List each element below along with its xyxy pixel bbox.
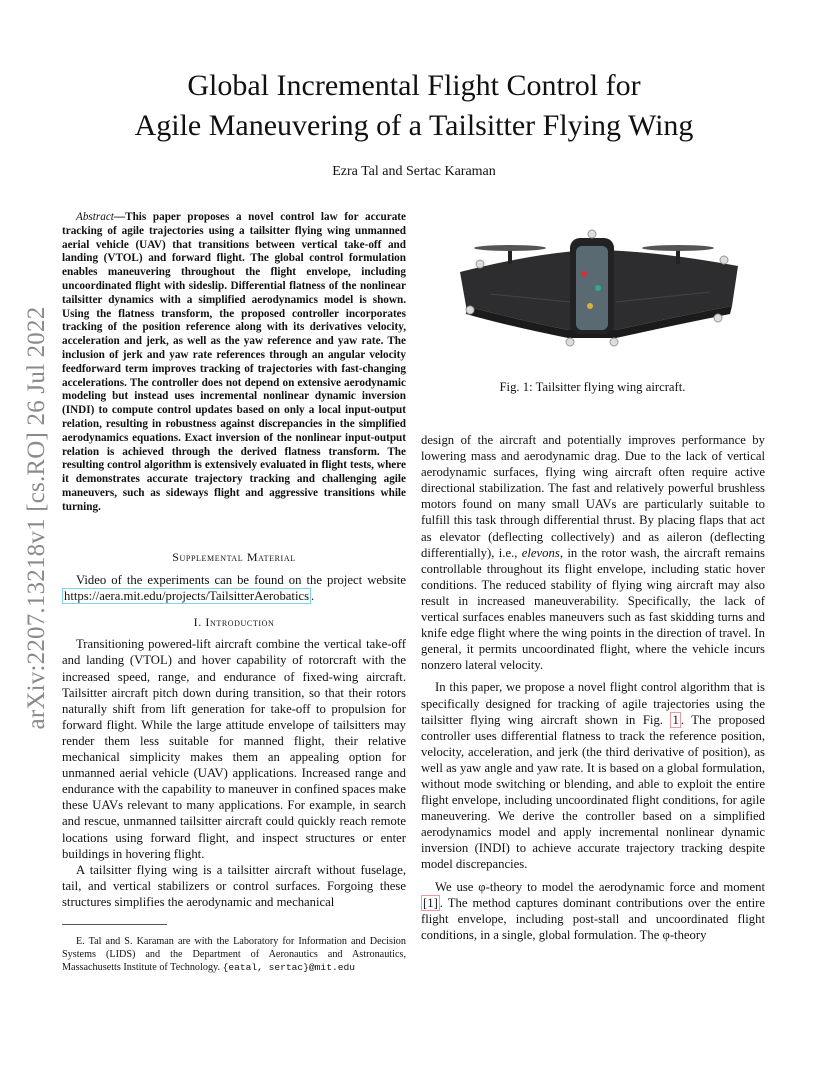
footnote: E. Tal and S. Karaman are with the Laboratory for Information and Decision Systems (LIDS) and the Department of Aeronautics and Astronautics, Massachusetts Institute of Technology. {eatal, sertac}@mit.edu: [62, 936, 406, 973]
abstract-text: —This paper proposes a novel control law for accurate tracking of agile trajectories using a tailsitter flying wing unmanned aerial vehicle (UAV) that transitions between vertical take-off and landing (VTOL) and forward flight. The global control formulation enables maneuvering throughout the flight envelope, including uncoordinated flight with sideslip. Differential flatness of the nonlinear tailsitter dynamics with a simplified aerodynamics model is shown. Using the flatness transform, the proposed controller incorporates tracking of the position reference along with its derivatives velocity, acceleration and jerk, as well as the yaw reference and yaw rate. The inclusion of jerk and yaw rate references through an angular velocity feedforward term improves tracking of trajectories with fast-changing accelerations. The controller does not depend on extensive aerodynamic modeling but instead uses incremental nonlinear dynamic inversion (INDI) to compute control updates based on only a local input-output relation, resulting in robustness against discrepancies in the simplified aerodynamics equations. Exact inversion of the nonlinear input-output relation is achieved through the derived flatness transform. The resulting control algorithm is extensively evaluated in flight tests, where it demonstrates accurate trajectory tracking and challenging agile maneuvers, such as sideways flight and aggressive transitions while turning.: [62, 211, 406, 513]
supplemental-paragraph: Video of the experiments can be found on the project website https://aera.mit.edu/projects/TailsitterAerobatics .: [64, 573, 406, 604]
right-paragraph-2: In this paper, we propose a novel flight control algorithm that is specifically designed for tracking of agile trajectories using the tailsitter flying wing aircraft shown in Fig. 1 . The proposed controller uses differential flatness to track the reference position, velocity, acceleration, and jerk (the third derivative of position), as well as yaw angle and yaw rate. It is based on a global formulation, without mode switching or blending, and able to exploit the entire flight envelope, including uncoordinated flight conditions, for agile maneuvering. We derive the controller based on a simplified aerodynamics model and apply incremental nonlinear dynamic inversion (INDI) to achieve accurate trajectory tracking despite model discrepancies.: [421, 680, 765, 872]
project-website-link[interactable]: https://aera.mit.edu/projects/TailsitterAerobatics: [64, 589, 310, 604]
paper-title-line-2: Agile Maneuvering of a Tailsitter Flying Wing: [134, 109, 694, 142]
right-paragraph-3: We use φ-theory to model the aerodynamic force and moment [1] . The method captures dominant contributions over the entire flight envelope, including post-stall and uncoordinated flight conditions, in a single, global formulation. The φ-theory: [421, 879, 765, 942]
citation-1-link[interactable]: [1]: [423, 895, 438, 910]
figure-1-caption: Fig. 1: Tailsitter flying wing aircraft.: [499, 380, 686, 394]
footnote-rule: [62, 924, 167, 925]
supplemental-heading: Supplemental Material: [172, 550, 296, 564]
intro-heading: I. Introduction: [193, 615, 275, 630]
right-paragraph-1: design of the aircraft and potentially improves performance by lowering mass and aerodynamic drag. Due to the lack of vertical aerodynamic surfaces, flying wing aircraft often require active directional stabilization. The fast and relatively powerful brushless motors found on many small UAVs are particularly suitable to fulfill this task through differential thrust. By placing flaps that act as elevator (deflecting collectively) and as aileron (deflecting differentially), i.e., elevons, in the rotor wash, the aircraft remains controllable throughout its flight envelope, including static hover conditions. The reduced stability of flying wing aircraft may also result in increased maneuverability. Specifically, the lack of vertical surfaces enables maneuvers such as fast skidding turns and knife edge flight where the wing points in the direction of travel. In general, it permits uncoordinated flight, where the vehicle incurs nonzero lateral velocity.: [421, 433, 765, 673]
paper-title-line-1: Global Incremental Flight Control for: [187, 69, 641, 102]
intro-paragraph-1: Transitioning powered-lift aircraft combine the vertical take-off and landing (VTOL) and hover capability of rotorcraft with the increased speed, range, and endurance of fixed-wing aircraft. Tailsitter aircraft pitch down during transition, so that their rotors naturally shift from lift generation for take-off to propulsion for forward flight. While the large attitude envelope of tailsitters may render them less suitable for manned flight, their relative mechanical simplicity makes them an appealing option for unmanned aerial vehicle (UAV) applications. Increased range and endurance with the capability to maneuver in confined spaces make these UAVs relevant to many applications. For example, in search and rescue, unmanned tailsitter aircraft could quickly reach remote locations using forward flight, and inspect structures or enter buildings in hovering flight.: [62, 637, 406, 861]
abstract: [62, 211, 406, 515]
fig-1-reference-link[interactable]: 1: [672, 712, 679, 727]
arxiv-stamp: arXiv:2207.13218v1 [cs.RO] 26 Jul 2022: [23, 306, 50, 730]
authors: Ezra Tal and Sertac Karaman: [332, 164, 496, 179]
intro-paragraph-2: A tailsitter flying wing is a tailsitter aircraft without fuselage, tail, and vertical stabilizers or control surfaces. Forgoing these structures simplifies the aerodynamic and mechanical: [62, 862, 406, 909]
author-emails: {eatal, sertac}@mit.edu: [222, 961, 355, 973]
supplemental-section: [62, 549, 406, 910]
figure-1-aircraft: [420, 214, 765, 374]
tailsitter-aircraft-illustration: [420, 214, 765, 374]
abstract-lead: Abstract: [76, 211, 114, 223]
right-column-text: [421, 432, 765, 943]
